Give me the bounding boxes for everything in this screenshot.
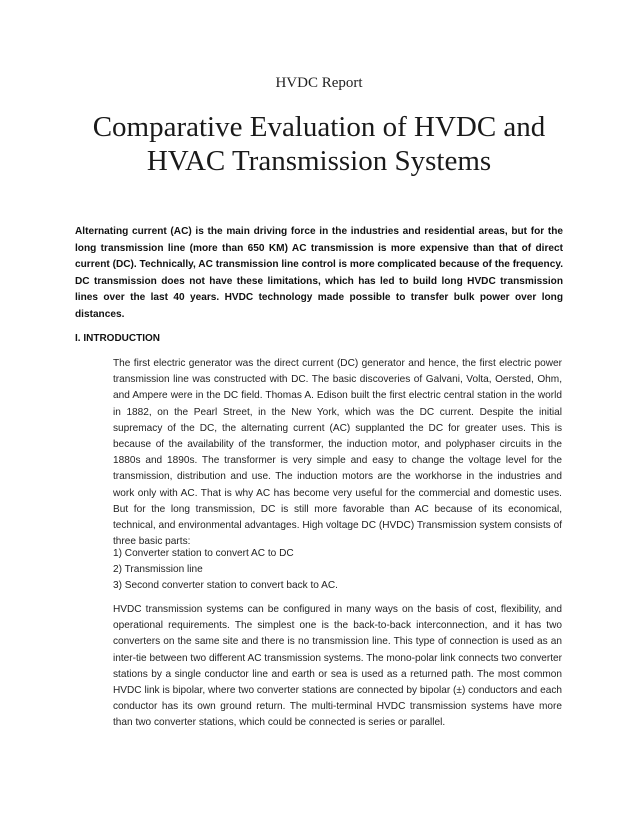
abstract: Alternating current (AC) is the main driving force in the industries and residential areas, but for the long transmission line (more than 650 KM) AC transmission is more expensive than that of direct current (DC). Technically, AC transmission line control is more complicated because of the frequency. DC transmission does not have these limitations, which has led to build long HVDC transmission lines over the last 40 years. HVDC technology made possible to transfer bulk power over long distances. bbox=[75, 226, 563, 320]
title-line-1: Comparative Evaluation of HVDC and bbox=[92, 111, 546, 143]
list-item: 1) Converter station to convert AC to DC bbox=[113, 548, 294, 559]
title-line-2: HVAC Transmission Systems bbox=[146, 145, 492, 177]
basic-parts-list bbox=[113, 546, 562, 595]
section-heading-introduction: I. INTRODUCTION bbox=[75, 333, 160, 344]
list-item: 3) Second converter station to convert back to AC. bbox=[113, 580, 338, 592]
introduction-paragraph-2 bbox=[113, 602, 562, 732]
paragraph-text: The first electric generator was the direct current (DC) generator and hence, the first electric power transmission line was constructed with DC. The basic discoveries of Galvani, Volta, Oersted, Ohm, and Ampere were in the DC field. Thomas A. Edison built the first electric central station in the world in 1882, on the Pearl Street, in the New York, which was the DC current. Despite the initial supremacy of the DC, the alternating current (AC) supplanted the DC for greater uses. This is because of the availability of the transformer, the induction motor, and polyphaser circuits in the 1880s and 1890s. The transformer is very simple and easy to change the voltage level for the transmission, distribution and use. The induction motors are the workhorse in the industries and work only with AC. That is why AC has become very useful for the commercial and domestic uses. But for the long transmission, DC is still more favorable than AC because of its economical, technical, and environmental advantages. High voltage DC (HVDC) Transmission system consists of three basic parts: bbox=[113, 358, 562, 548]
list-item: 2) Transmission line bbox=[113, 564, 203, 576]
introduction-paragraph-1 bbox=[113, 356, 562, 550]
paragraph-text: HVDC transmission systems can be configured in many ways on the basis of cost, flexibility, and operational requirements. The simplest one is the back-to-back interconnection, and it has two converters on the same site and there is no transmission line. This type of connection is used as an inter-tie between two different AC transmission systems. The mono-polar link connects two converter stations by a single conductor line and earth or sea is used as a returned path. The most common HVDC link is bipolar, where two converter stations are connected by bipolar (±) conductors and each conductor has its own ground return. The multi-terminal HVDC transmission systems have more than two converter stations, which could be connected is series or parallel. bbox=[113, 604, 562, 729]
document-title bbox=[60, 110, 578, 178]
page-header: HVDC Report bbox=[275, 75, 363, 91]
